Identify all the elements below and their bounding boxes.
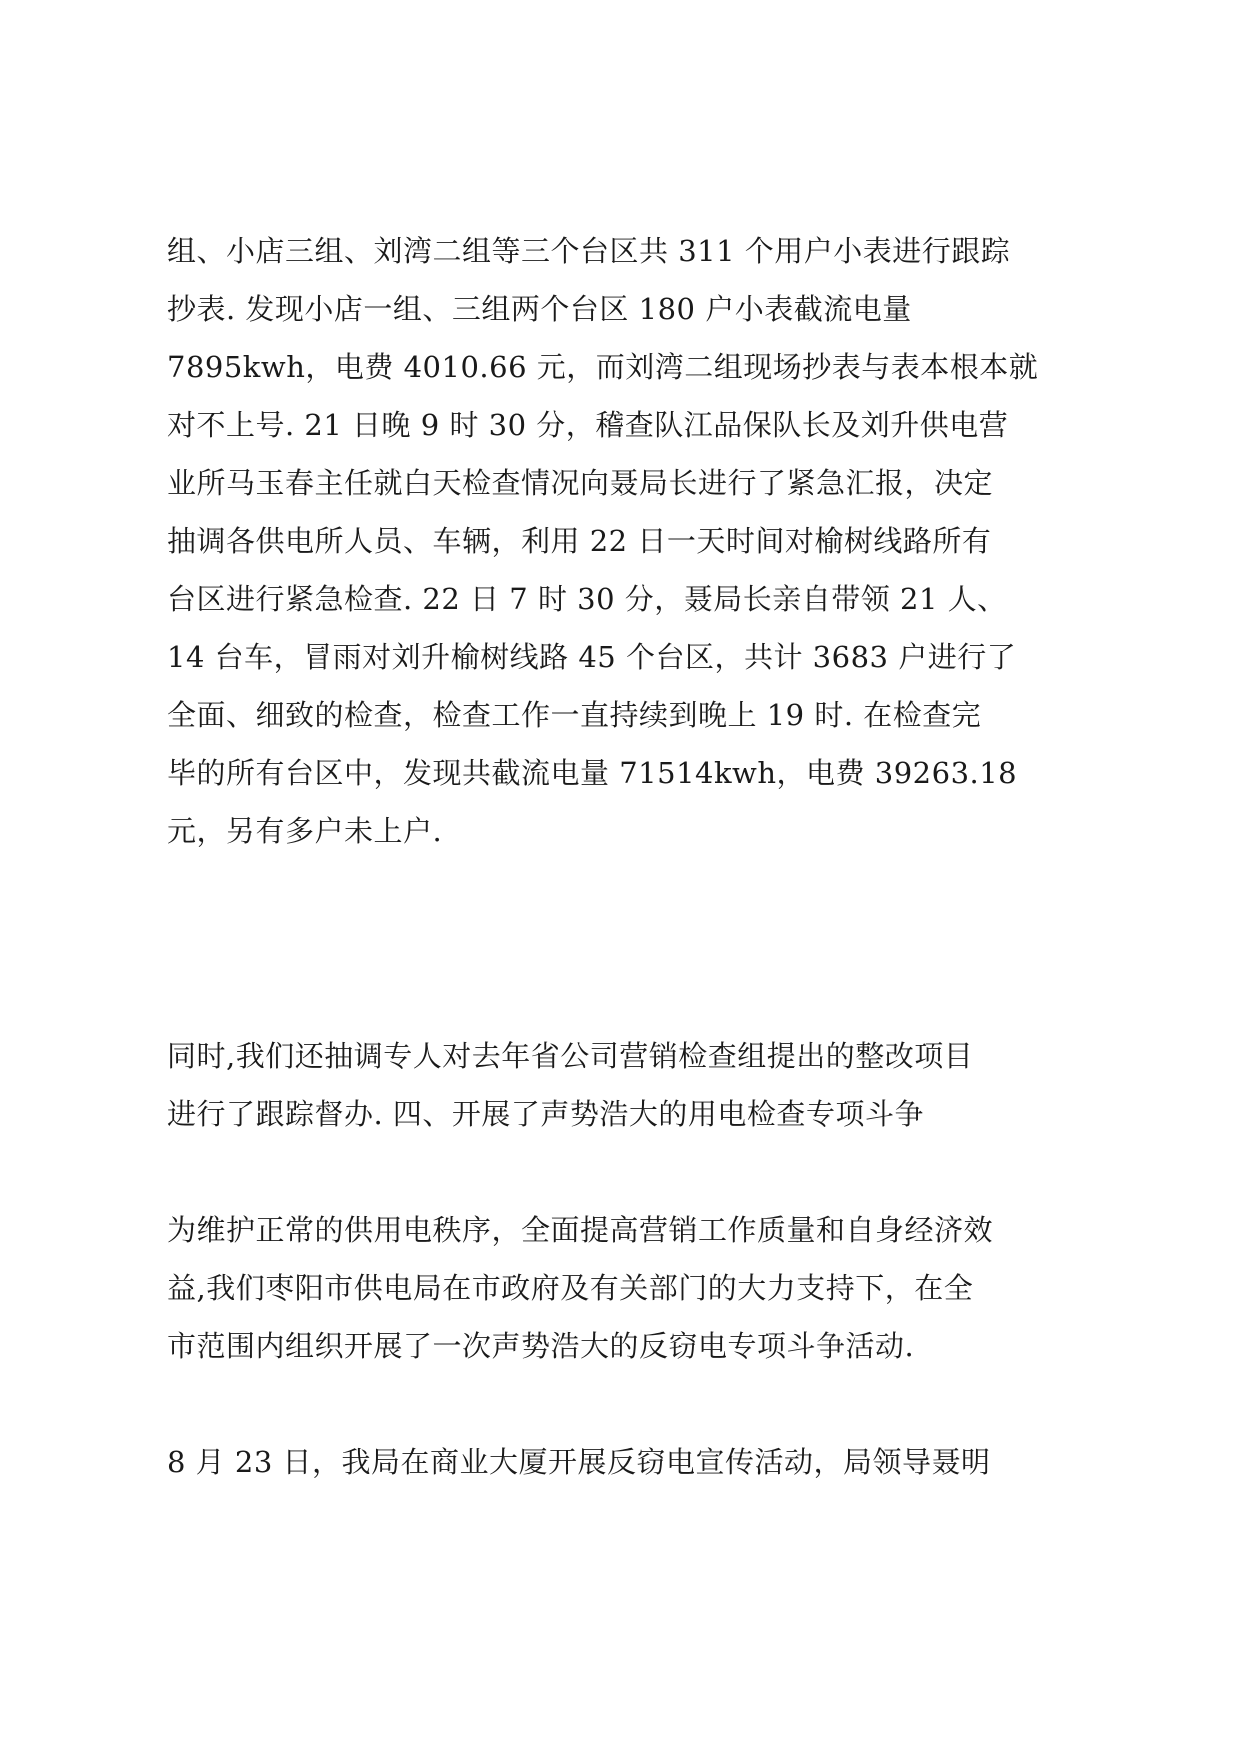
text-line: 业所马玉春主任就白天检查情况向聂局长进行了紧急汇报，决定 [167,466,994,500]
text-line: 台区进行紧急检查. 22 日 7 时 30 分，聂局长亲自带领 21 人、 [167,582,1007,616]
text-line: 毕的所有台区中，发现共截流电量 71514kwh，电费 39263.18 [167,756,1018,790]
text-line: 同时,我们还抽调专人对去年省公司营销检查组提出的整改项目 [167,1039,974,1073]
paragraph-rectification-followup [167,1027,1107,1143]
text-line: 市范围内组织开展了一次声势浩大的反窃电专项斗争活动. [167,1329,915,1363]
paragraph-publicity-event [167,1433,1107,1491]
text-line: 组、小店三组、刘湾二组等三个台区共 311 个用户小表进行跟踪 [167,234,1011,268]
text-line: 8 月 23 日，我局在商业大厦开展反窃电宣传活动，局领导聂明 [167,1445,991,1479]
text-line: 对不上号. 21 日晚 9 时 30 分，稽查队江品保队长及刘升供电营 [167,408,1009,442]
paragraph-anti-theft-campaign [167,1201,1107,1375]
text-line: 为维护正常的供用电秩序，全面提高营销工作质量和自身经济效 [167,1213,994,1247]
text-line: 7895kwh，电费 4010.66 元，而刘湾二组现场抄表与表本根本就 [167,350,1039,384]
text-line: 抽调各供电所人员、车辆，利用 22 日一天时间对榆树线路所有 [167,524,992,558]
text-line: 抄表. 发现小店一组、三组两个台区 180 户小表截流电量 [167,292,912,326]
text-line: 元，另有多户未上户. [167,814,443,848]
text-line: 14 台车，冒雨对刘升榆树线路 45 个台区，共计 3683 户进行了 [167,640,1017,674]
text-line: 全面、细致的检查，检查工作一直持续到晚上 19 时. 在检查完 [167,698,982,732]
text-line: 进行了跟踪督办. 四、开展了声势浩大的用电检查专项斗争 [167,1097,924,1131]
paragraph-inspection-report [167,222,1107,860]
text-line: 益,我们枣阳市供电局在市政府及有关部门的大力支持下，在全 [167,1271,974,1305]
